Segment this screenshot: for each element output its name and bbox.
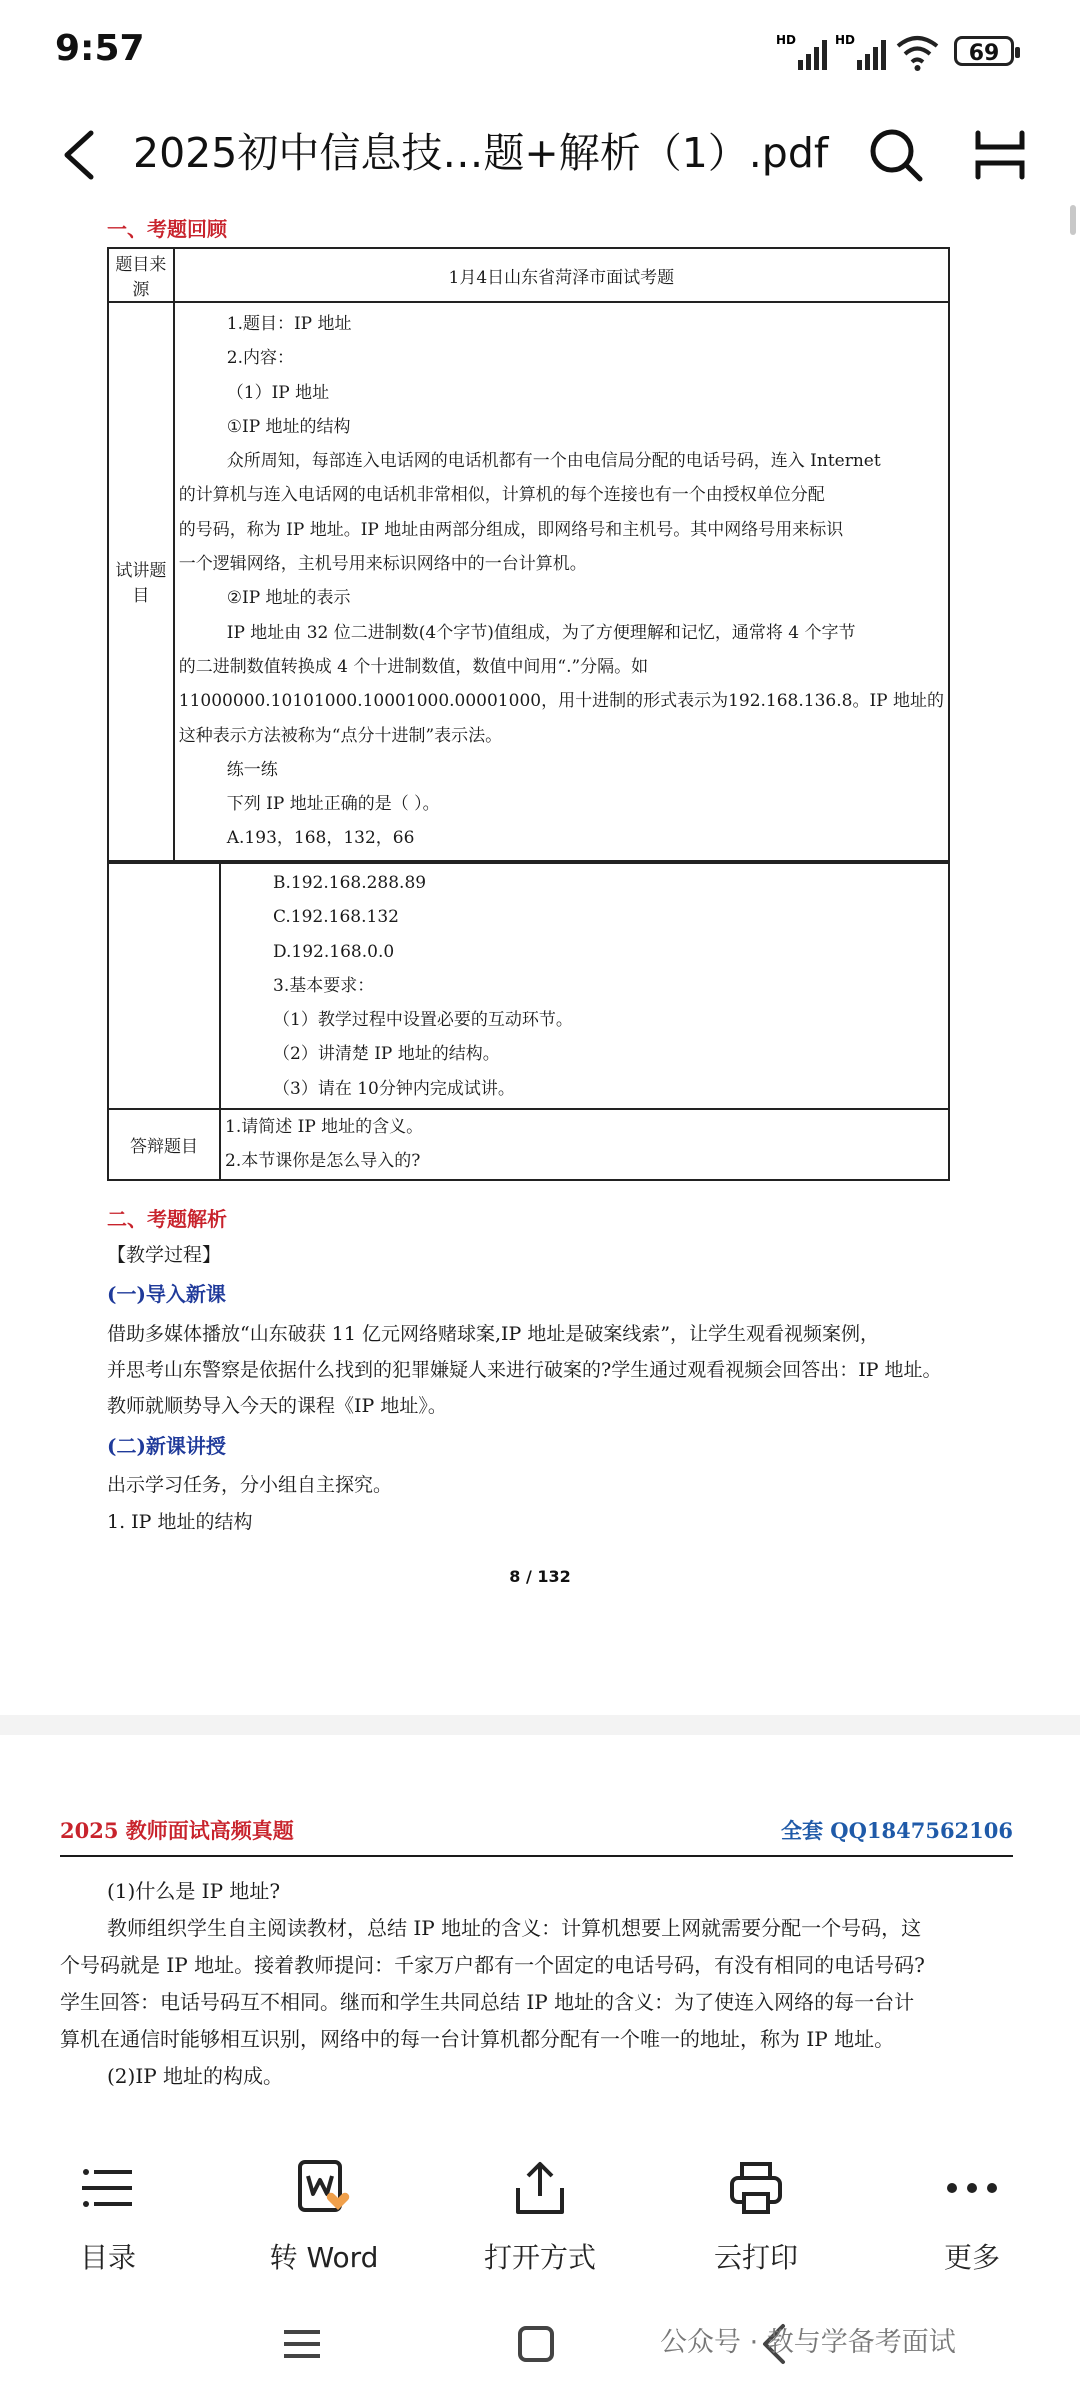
lecture-line: A.193，168，132，66 bbox=[226, 828, 415, 849]
lecture-line: 一个逻辑网络，主机号用来标识网络中的一台计算机。 bbox=[178, 554, 587, 575]
lecture-line: 2.内容： bbox=[226, 348, 294, 369]
page-number: 8 / 132 bbox=[509, 1567, 571, 1586]
option-line: B.192.168.288.89 bbox=[273, 873, 427, 893]
signal-hd-label-2: HD bbox=[835, 33, 856, 47]
pdf-page bbox=[0, 1735, 1080, 2140]
defense-label: 答辩题目 bbox=[108, 1109, 220, 1180]
document-viewer[interactable] bbox=[0, 205, 1080, 2140]
app-bar bbox=[0, 105, 1080, 205]
defense-line: 1.请简述 IP 地址的含义。 bbox=[225, 1117, 424, 1138]
paragraph-line: 学生回答：电话号码互不相同。继而和学生共同总结 IP 地址的含义：为了使连入网络的每一台计 bbox=[60, 1990, 915, 2014]
lecture-line: 的计算机与连入电话网的电话机非常相似，计算机的每个连接也有一个由授权单位分配 bbox=[178, 485, 825, 506]
lecture-line: 这种表示方法被称为“点分十进制”表示法。 bbox=[178, 725, 503, 746]
convert-word-button[interactable] bbox=[234, 2158, 414, 2276]
page-header bbox=[60, 1815, 1013, 1857]
status-time: 9:57 bbox=[55, 28, 145, 69]
convert-word-label: 转 Word bbox=[269, 2241, 379, 2274]
requirement-line: （1）教学过程中设置必要的互动环节。 bbox=[273, 1010, 573, 1031]
lecture-line: IP 地址由 32 位二进制数(4个字节)值组成，为了方便理解和记忆，通常将 4 个字节 bbox=[226, 622, 856, 643]
requirement-line: （3）请在 10分钟内完成试讲。 bbox=[273, 1078, 515, 1099]
header-title: 2025 教师面试高频真题 bbox=[60, 1818, 294, 1843]
source-value: 1月4日山东省菏泽市面试考题 bbox=[174, 248, 949, 302]
lecture-line: 的二进制数值转换成 4 个十进制数值，数值中间用“.”分隔。如 bbox=[178, 656, 649, 677]
lecture-line: （1）IP 地址 bbox=[226, 382, 330, 403]
signal-icon bbox=[776, 32, 831, 72]
lecture-content bbox=[174, 302, 949, 861]
process-heading: 【教学过程】 bbox=[107, 1244, 222, 1266]
requirement-line: （2）讲清楚 IP 地址的结构。 bbox=[273, 1044, 500, 1065]
lecture-line: 众所周知，每部连入电话网的电话机都有一个由电信局分配的电话号码，连入 Internet bbox=[226, 451, 881, 472]
header-contact: 全套 QQ1847562106 bbox=[780, 1818, 1013, 1843]
paragraph-line: 教师就顺势导入今天的课程《IP 地址》。 bbox=[107, 1395, 447, 1417]
cloud-print-button[interactable] bbox=[666, 2158, 846, 2276]
option-line: C.192.168.132 bbox=[273, 907, 399, 928]
more-label: 更多 bbox=[943, 2241, 1000, 2274]
defense-line: 2.本节课你是怎么导入的? bbox=[225, 1151, 421, 1172]
scrollbar-thumb[interactable] bbox=[1070, 205, 1076, 235]
lecture-line: 1.题目：IP 地址 bbox=[226, 314, 352, 334]
status-bar bbox=[0, 0, 1080, 105]
subsection-title: (一)导入新课 bbox=[107, 1282, 226, 1306]
section-title: 二、考题解析 bbox=[107, 1207, 227, 1231]
search-icon[interactable] bbox=[866, 125, 926, 185]
paragraph-line: 算机在通信时能够相互识别，网络中的每一台计算机都分配有一个唯一的地址，称为 IP 地址。 bbox=[60, 2027, 895, 2051]
word-convert-icon bbox=[294, 2158, 354, 2218]
lecture-line: ②IP 地址的表示 bbox=[226, 588, 351, 609]
option-line: D.192.168.0.0 bbox=[273, 941, 395, 962]
document-title: 2025初中信息技…题+解析（1）.pdf bbox=[133, 129, 829, 177]
lecture-line: 11000000.10101000.10001000.00001000，用十进制的形式表示为192.168.136.8。IP 地址的 bbox=[178, 691, 944, 712]
section-title: 一、考题回顾 bbox=[107, 217, 227, 241]
more-button[interactable] bbox=[882, 2158, 1062, 2276]
home-nav-icon[interactable] bbox=[506, 2314, 566, 2374]
paragraph-line: 并思考山东警察是依据什么找到的犯罪嫌疑人来进行破案的?学生通过观看视频会回答出：IP 地址。 bbox=[107, 1359, 942, 1381]
defense-content bbox=[220, 1109, 949, 1180]
share-icon bbox=[510, 2158, 570, 2218]
lecture-line: 的号码，称为 IP 地址。IP 地址由两部分组成，即网络号和主机号。其中网络号用来标识 bbox=[178, 519, 844, 540]
lecture-line: 下列 IP 地址正确的是（ ）。 bbox=[226, 794, 440, 815]
options-content bbox=[220, 863, 949, 1109]
subsection-title: (二)新课讲授 bbox=[107, 1434, 226, 1458]
back-arrow-icon[interactable] bbox=[55, 125, 105, 185]
cloud-print-label: 云打印 bbox=[713, 2241, 798, 2274]
source-label: 题目来源 bbox=[108, 248, 174, 302]
battery-indicator: 69 bbox=[954, 36, 1014, 66]
signal-icon-2 bbox=[835, 32, 890, 72]
watermark-text: 公众号 · 教与学备考面试 bbox=[660, 2327, 956, 2358]
toc-label: 目录 bbox=[79, 2241, 136, 2274]
more-dots-icon bbox=[942, 2158, 1002, 2218]
pdf-page bbox=[0, 205, 1080, 1715]
open-with-label: 打开方式 bbox=[483, 2241, 596, 2274]
paragraph-line: 借助多媒体播放“山东破获 11 亿元网络赌球案,IP 地址是破案线索”，让学生观看视频案例， bbox=[107, 1323, 880, 1345]
toc-button[interactable] bbox=[18, 2158, 198, 2276]
paragraph-line: 出示学习任务，分小组自主探究。 bbox=[107, 1474, 393, 1496]
lecture-line: 练一练 bbox=[226, 759, 278, 780]
lecture-label: 试讲题目 bbox=[108, 302, 174, 861]
printer-icon bbox=[726, 2158, 786, 2218]
paragraph-line: 教师组织学生自主阅读教材，总结 IP 地址的含义：计算机想要上网就需要分配一个号码，这 bbox=[107, 1916, 922, 1940]
bottom-toolbar bbox=[0, 2140, 1080, 2290]
paragraph-line: 1. IP 地址的结构 bbox=[107, 1511, 253, 1533]
requirement-line: 3.基本要求： bbox=[273, 975, 375, 996]
menu-nav-icon[interactable] bbox=[272, 2314, 332, 2374]
wifi-icon bbox=[895, 32, 940, 72]
paragraph-line: (2)IP 地址的构成。 bbox=[107, 2064, 284, 2088]
paragraph-line: (1)什么是 IP 地址? bbox=[107, 1879, 281, 1903]
question-table bbox=[107, 247, 950, 862]
question-table-continued bbox=[107, 862, 950, 1181]
paragraph-line: 个号码就是 IP 地址。接着教师提问：千家万户都有一个固定的电话号码，有没有相同的电话号码? bbox=[60, 1953, 925, 1977]
lecture-line: ①IP 地址的结构 bbox=[226, 416, 351, 437]
signal-hd-label: HD bbox=[776, 33, 797, 47]
list-icon bbox=[78, 2158, 138, 2218]
reading-mode-icon[interactable] bbox=[970, 125, 1030, 185]
empty-label bbox=[108, 863, 220, 1109]
open-with-button[interactable] bbox=[450, 2158, 630, 2276]
system-nav-bar bbox=[0, 2290, 1080, 2401]
